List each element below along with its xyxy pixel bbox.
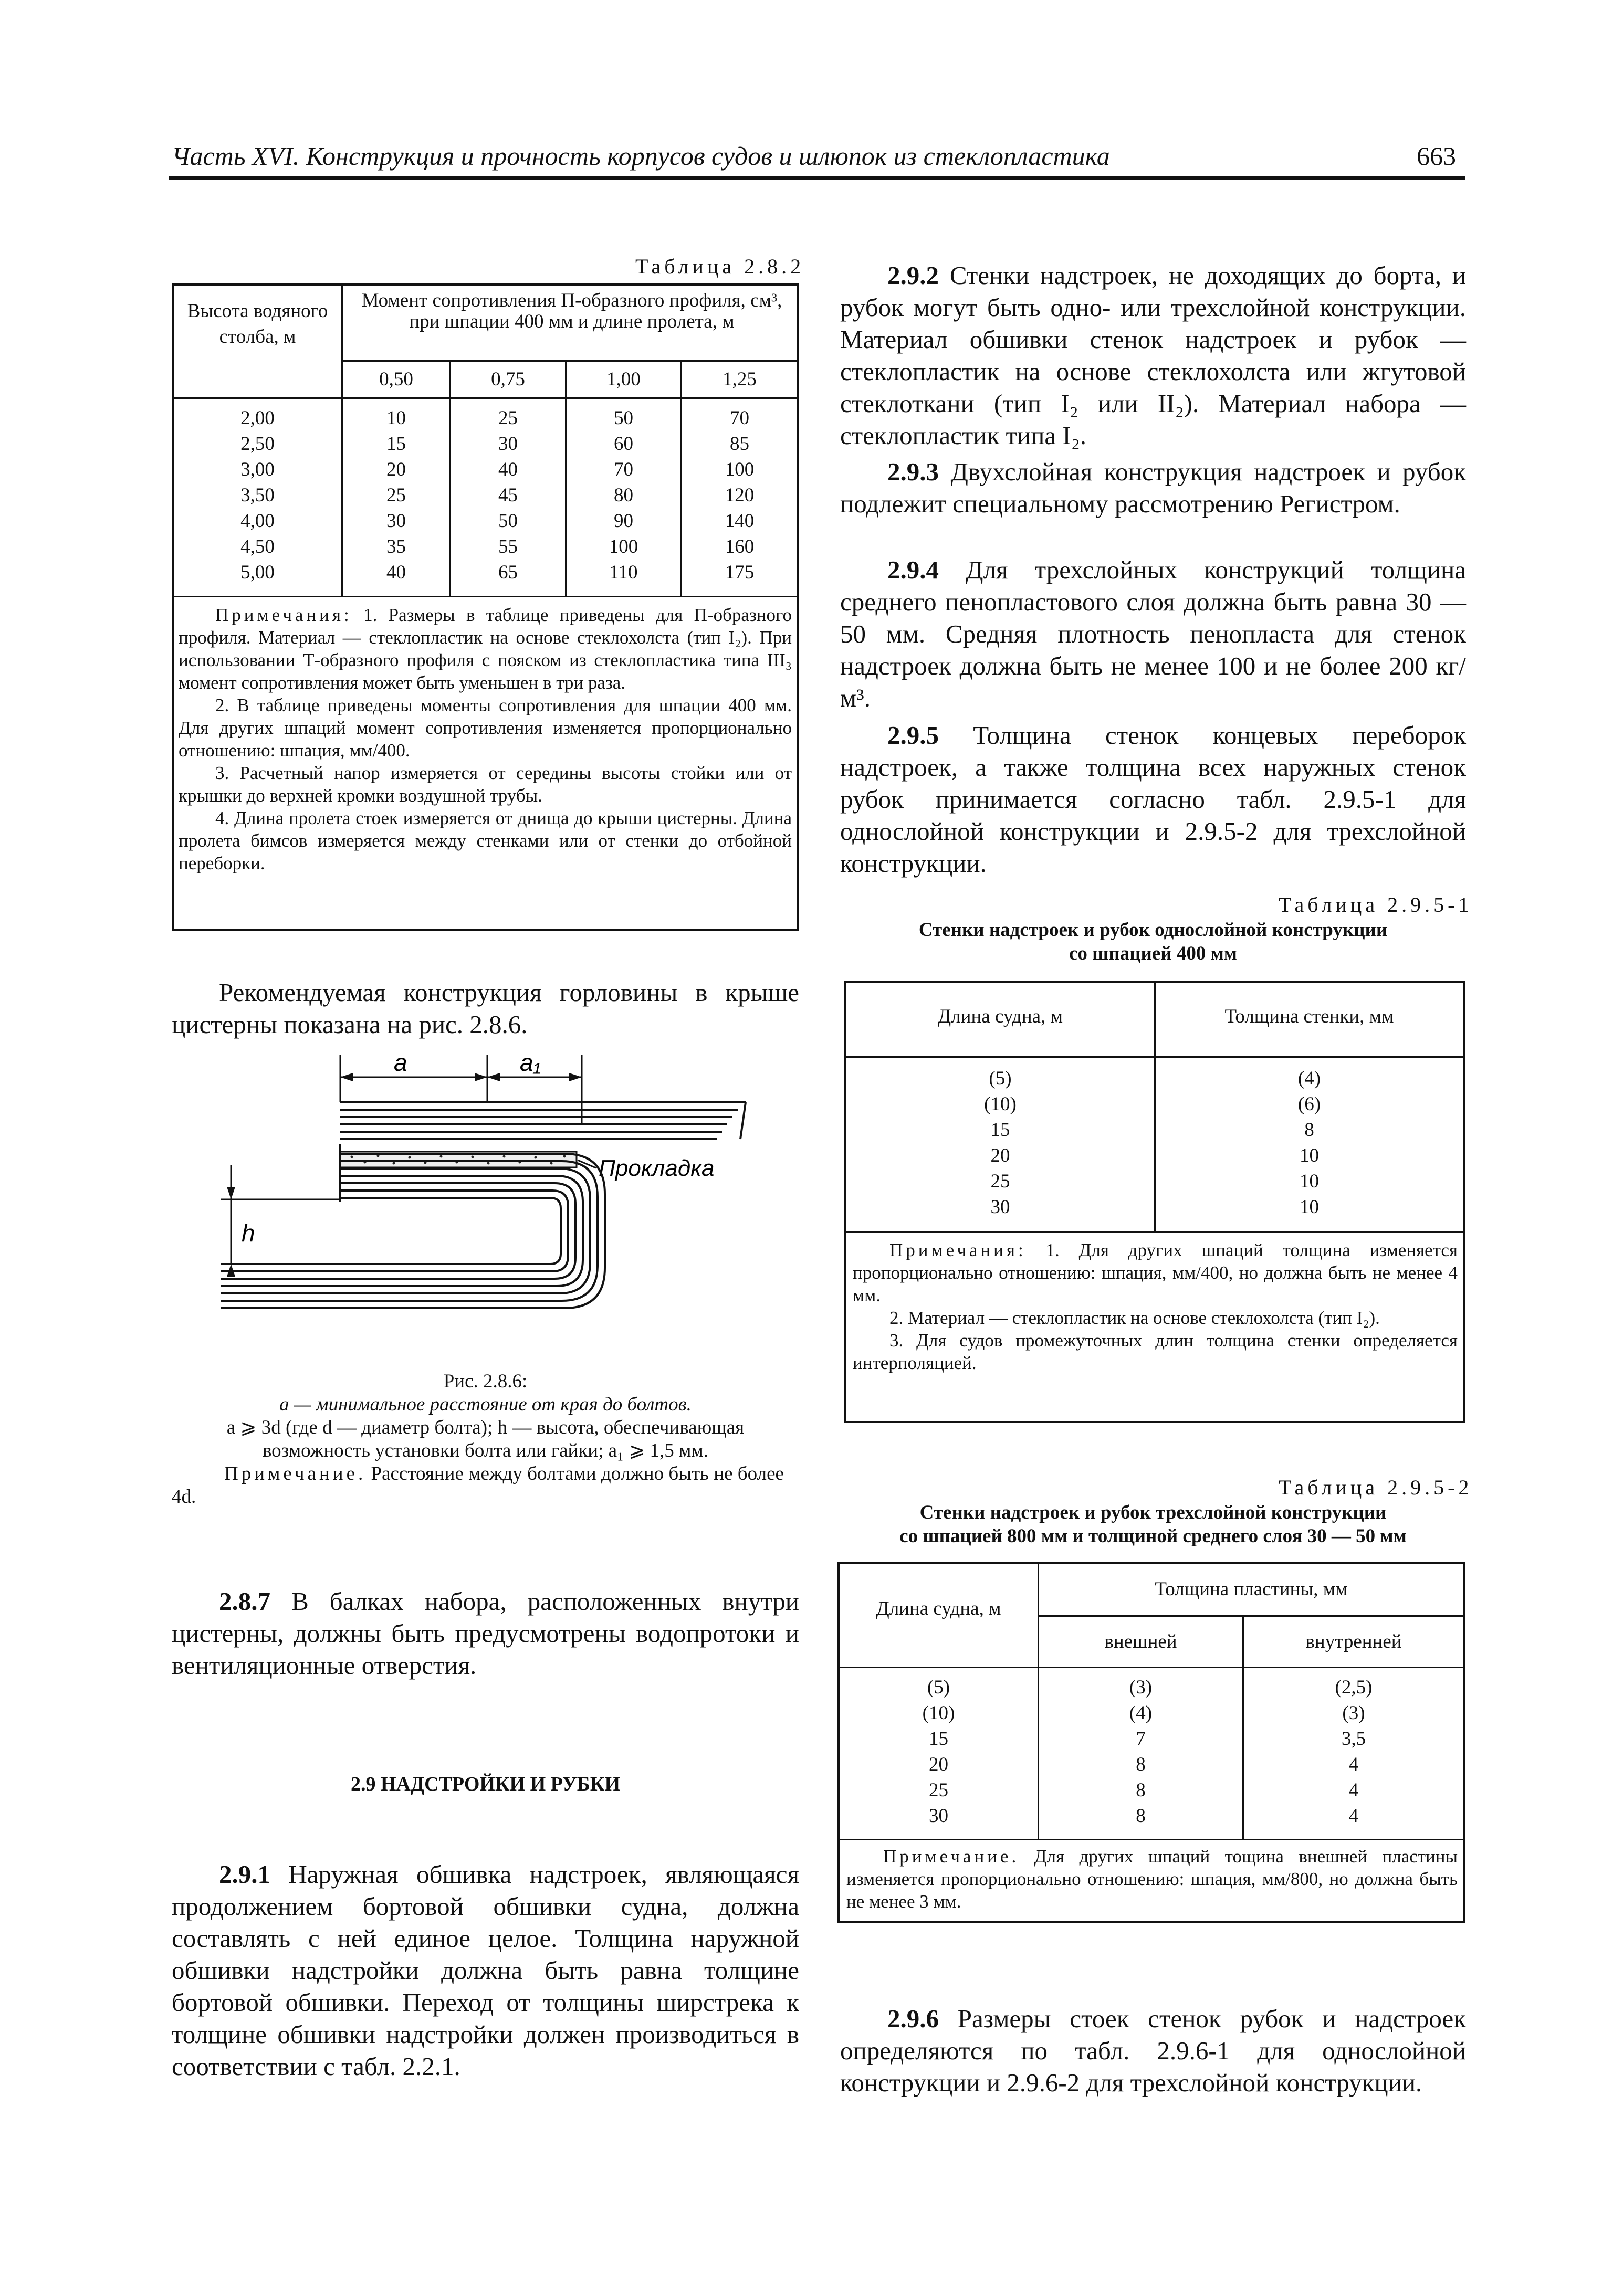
table-282-col-100: [567, 405, 680, 585]
table-282-cell: 140: [725, 510, 755, 532]
table-2951-lengths: [846, 1066, 1154, 1220]
table-282-caption: Таблица 2.8.2: [635, 255, 805, 278]
table-2952-cell: 8: [1136, 1754, 1146, 1775]
table-282-cell: 100: [609, 536, 638, 557]
table-282-cell: 70: [730, 407, 749, 429]
figure-caption-line-3: возможность установки болта или гайки; a₁ ⩾ 1,5 мм.: [262, 1440, 709, 1461]
table-282-heights: [174, 405, 341, 585]
paragraph-295-number: 2.9.5: [887, 721, 939, 750]
table-282-note-label: Примечания:: [215, 605, 352, 625]
table-2951-cell: 25: [990, 1171, 1010, 1192]
figure-label-a: a: [394, 1049, 407, 1076]
table-282-group-header: Момент сопротивления П-образного профиля, см³, при шпации 400 мм и длине пролета, м: [361, 290, 782, 332]
table-2951-cell: (5): [989, 1068, 1012, 1089]
table-282-cell: 25: [498, 407, 518, 429]
table-2952-cell: (3): [1129, 1677, 1153, 1698]
table-2952-note: Для других шпаций тощина внешней пластины изменяется пропорционально отношению: шпация, мм/800, но должна быть не менее 3 мм.: [846, 1846, 1458, 1912]
table-2951-cell: (6): [1297, 1093, 1321, 1115]
table-2952-group-header: Толщина пластины, мм: [1155, 1578, 1348, 1600]
figure-286-caption: [172, 1370, 799, 1509]
table-2951-note-1: 1. Для других шпаций толщина изменяется пропорционально отношению: шпация, мм/400, но должна быть не менее 4 мм.: [853, 1240, 1458, 1305]
table-2951-thickness: [1156, 1066, 1463, 1220]
table-2952-sub-outer: внешней: [1104, 1631, 1177, 1652]
paragraph-294: [840, 554, 1466, 714]
table-2952-notes: [846, 1845, 1458, 1913]
table-2952-cell: 4: [1348, 1754, 1359, 1775]
paragraph-293-number: 2.9.3: [887, 457, 939, 486]
table-2952-cell: (4): [1129, 1702, 1153, 1724]
table-282-col-075: [451, 405, 565, 585]
table-282-cell: 80: [614, 485, 633, 506]
table-282-cell: 175: [725, 562, 755, 583]
table-282-cell: 2,00: [240, 407, 275, 429]
table-2951-notes: [853, 1239, 1458, 1374]
table-282-cell: 45: [498, 485, 518, 506]
table-2952-cell: (5): [927, 1677, 950, 1698]
paragraph-296-number: 2.9.6: [887, 2004, 939, 2033]
paragraph-293: [840, 456, 1466, 520]
paragraph-292-number: 2.9.2: [887, 261, 939, 290]
figure-label-a1: a₁: [520, 1049, 541, 1076]
paragraph-296-text: Размеры стоек стенок рубок и надстроек определяются по табл. 2.9.6-1 для однослойной конструкции и 2.9.6-2 для трехслойной конструкции.: [840, 2004, 1466, 2097]
table-2952-cell: 7: [1136, 1728, 1146, 1750]
table-2951-col2-header: Толщина стенки, мм: [1224, 1006, 1394, 1027]
table-2951-cell: (10): [984, 1093, 1017, 1115]
table-282-note-4: 4. Длина пролета стоек измеряется от днища до крыши цистерны. Длина пролета бимсов измеряется между стенками или от стенки до отбойной переборки.: [179, 808, 792, 873]
table-282-cell: 160: [725, 536, 755, 557]
table-2951-cell: 15: [990, 1119, 1010, 1141]
table-282-note-3: 3. Расчетный напор измеряется от середины высоты стойки или от крышки до верхней кромки воздушной трубы.: [179, 763, 792, 806]
table-2951-cell: 8: [1304, 1119, 1314, 1141]
running-header: Часть XVI. Конструкция и прочность корпусов судов и шлюпок из стеклопластика: [172, 141, 1110, 171]
figure-caption-note-label: Примечание.: [224, 1463, 367, 1484]
table-282-span-050: 0,50: [379, 368, 413, 390]
table-282-col1-header: Высота водяного столба, м: [187, 300, 328, 347]
table-282-cell: 2,50: [240, 433, 275, 455]
table-2952-title-2: со шпацией 800 мм и толщиной среднего слоя 30 — 50 мм: [899, 1525, 1407, 1547]
paragraph-291-number: 2.9.1: [219, 1860, 270, 1889]
table-282-cell: 4,00: [240, 510, 275, 532]
paragraph-287-text: В балках набора, расположенных внутри цистерны, должны быть предусмотрены водопротоки и вентиляционные отверстия.: [172, 1587, 799, 1680]
paragraph-291: [172, 1858, 799, 2082]
table-2952-cell: 4: [1348, 1805, 1359, 1827]
figure-caption-note: Расстояние между болтами должно быть не более 4d.: [172, 1463, 784, 1508]
table-2951-title-1: Стенки надстроек и рубок однослойной конструкции: [918, 919, 1388, 941]
section-title-29: 2.9 НАДСТРОЙКИ И РУБКИ: [350, 1773, 621, 1795]
table-282-span-125: 1,25: [723, 368, 757, 390]
table-282-cell: 55: [498, 536, 518, 557]
table-282-cell: 15: [386, 433, 406, 455]
table-2951-cell: (4): [1297, 1068, 1321, 1089]
paragraph-287: [172, 1585, 799, 1681]
table-282-cell: 3,00: [240, 459, 275, 480]
table-2951-col1-header: Длина судна, м: [937, 1006, 1063, 1027]
table-282-cell: 110: [609, 562, 638, 583]
table-2951-note-2: 2. Материал — стеклопластик на основе стеклохолста (тип I₂).: [889, 1308, 1380, 1328]
table-2952-cell: 25: [929, 1779, 948, 1801]
table-282-col-125: [682, 405, 797, 585]
table-2952-note-label: Примечание.: [883, 1846, 1020, 1867]
table-282-span-100: 1,00: [606, 368, 641, 390]
table-2951-cell: 20: [990, 1145, 1010, 1166]
table-282-col-050: [343, 405, 449, 585]
figure-286-drawing: [221, 1045, 798, 1339]
figure-label-h: h: [242, 1219, 255, 1247]
table-282-cell: 60: [614, 433, 633, 455]
table-2951-note-3: 3. Для судов промежуточных длин толщина стенки определяется интерполяцией.: [853, 1330, 1458, 1373]
table-2952-cell: (2,5): [1335, 1677, 1373, 1698]
table-282-cell: 90: [614, 510, 633, 532]
table-2952-cell: 20: [929, 1754, 948, 1775]
table-282-cell: 65: [498, 562, 518, 583]
table-282-cell: 40: [498, 459, 518, 480]
table-282-cell: 30: [498, 433, 518, 455]
table-282-cell: 120: [725, 485, 755, 506]
paragraph-296: [840, 2003, 1466, 2099]
table-282-cell: 100: [725, 459, 755, 480]
header-rule: [169, 176, 1465, 180]
figure-label-gasket: Прокладка: [599, 1155, 715, 1181]
figure-caption-line-1: a — минимальное расстояние от края до болтов.: [279, 1394, 692, 1415]
paragraph-292-text: Стенки надстроек, не доходящих до борта, и рубок могут быть одно- или трехслойной конструкции. Материал обшивки стенок надстроек и рубок — стеклопластик на основе стеклохолста или жгутовой стеклоткани (тип I₂ или II₂). Материал набора — стеклопластик типа I₂.: [840, 261, 1467, 450]
table-282-cell: 10: [386, 407, 406, 429]
table-2952-cell: 30: [929, 1805, 948, 1827]
table-2952-cell: 15: [929, 1728, 948, 1750]
table-282-cell: 4,50: [240, 536, 275, 557]
table-2952-cell: (3): [1342, 1702, 1365, 1724]
table-2951-title-2: со шпацией 400 мм: [1069, 943, 1237, 964]
paragraph-295-text: Толщина стенок концевых переборок надстроек, а также толщина всех наружных стенок рубок принимается согласно табл. 2.9.5-1 для однослойной конструкции и 2.9.5-2 для трехслойной конструкции.: [840, 721, 1466, 878]
paragraph-295: [840, 719, 1466, 879]
table-282-note-1: 1. Размеры в таблице приведены для П-образного профиля. Материал — стеклопластик на основе стеклохолста (тип I₂). При использовании Т-образного профиля с пояском из стеклопластика типа III₃ момент сопротивления может быть уменьшен в три раза.: [179, 605, 792, 693]
table-2952-caption: Таблица 2.9.5-2: [1279, 1476, 1473, 1499]
table-282-cell: 50: [498, 510, 518, 532]
table-282-note-2: 2. В таблице приведены моменты сопротивления для шпации 400 мм. Для других шпаций момент сопротивления изменяется пропорционально отношению: шпация, мм/400.: [179, 695, 792, 761]
table-282-cell: 5,00: [240, 562, 275, 583]
table-2952-title-1: Стенки надстроек и рубок трехслойной конструкции: [919, 1502, 1387, 1523]
table-2952-sub-inner: внутренней: [1305, 1631, 1402, 1652]
table-282-cell: 20: [386, 459, 406, 480]
table-2951-cell: 10: [1300, 1196, 1319, 1218]
table-2952-cell: 8: [1136, 1805, 1146, 1827]
paragraph-294-number: 2.9.4: [887, 555, 939, 584]
table-2952-inner: [1244, 1674, 1463, 1829]
table-2952-cell: (10): [922, 1702, 955, 1724]
paragraph-293-text: Двухслойная конструкция надстроек и рубок подлежит специальному рассмотрению Регистром.: [840, 457, 1466, 518]
table-2952-col1-header: Длина судна, м: [876, 1598, 1001, 1619]
table-282-span-075: 0,75: [491, 368, 525, 390]
table-2951-caption: Таблица 2.9.5-1: [1279, 893, 1473, 917]
table-2952-cell: 3,5: [1341, 1728, 1366, 1750]
figure-caption-title: Рис. 2.8.6:: [443, 1371, 528, 1392]
table-282-cell: 40: [386, 562, 406, 583]
figure-caption-line-2: a ⩾ 3d (где d — диаметр болта); h — высота, обеспечивающая: [226, 1417, 745, 1438]
paragraph-291-text: Наружная обшивка надстроек, являющаяся продолжением бортовой обшивки судна, должна составлять с ней единое целое. Толщина наружной обшивки надстройки должна быть равна толщине бортовой обшивки. Переход от толщины ширстрека к толщине обшивки надстройки должен производиться в соответствии с табл. 2.2.1.: [172, 1860, 799, 2081]
table-282-notes: [179, 604, 792, 875]
paragraph-294-text: Для трехслойных конструкций толщина среднего пенопластового слоя должна быть равна 30 — 50 мм. Средняя плотность пенопласта для стенок надстроек должна быть не менее 100 и не более 200 кг/м³.: [840, 555, 1466, 712]
table-2951-note-label: Примечания:: [889, 1240, 1027, 1260]
table-282-cell: 25: [386, 485, 406, 506]
table-282-cell: 30: [386, 510, 406, 532]
table-2952-cell: 8: [1136, 1779, 1146, 1801]
paragraph-287-number: 2.8.7: [219, 1587, 270, 1616]
table-282-cell: 35: [386, 536, 406, 557]
table-2951-cell: 30: [990, 1196, 1010, 1218]
table-2952-outer: [1039, 1674, 1242, 1829]
table-282-cell: 70: [614, 459, 633, 480]
table-2952-cell: 4: [1348, 1779, 1359, 1801]
paragraph-292: [840, 259, 1466, 451]
table-2951-cell: 10: [1300, 1145, 1319, 1166]
table-2952-lengths: [840, 1674, 1038, 1829]
table-282-cell: 50: [614, 407, 633, 429]
page-number: 663: [1417, 141, 1456, 171]
table-2951-cell: 10: [1300, 1171, 1319, 1192]
table-282-cell: 3,50: [240, 485, 275, 506]
table-282-cell: 85: [730, 433, 749, 455]
paragraph-recommend: Рекомендуемая конструкция горловины в крыше цистерны показана на рис. 2.8.6.: [172, 978, 799, 1039]
